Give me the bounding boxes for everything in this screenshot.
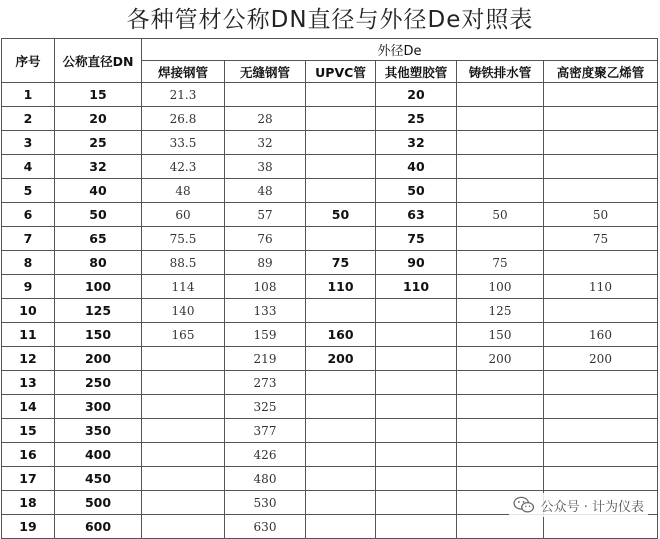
cell-welded-steel: 33.5 (142, 131, 225, 155)
cell-other-plastic (376, 395, 457, 419)
cell-other-plastic: 50 (376, 179, 457, 203)
cell-other-plastic: 75 (376, 227, 457, 251)
cell-dn: 80 (55, 251, 142, 275)
cell-other-plastic: 20 (376, 83, 457, 107)
cell-upvc (306, 443, 376, 467)
table-row (2, 131, 658, 155)
cell-upvc (306, 131, 376, 155)
cell-upvc: 160 (306, 323, 376, 347)
cell-seamless-steel: 28 (225, 107, 306, 131)
cell-hdpe (544, 395, 658, 419)
cell-cast-iron (457, 467, 544, 491)
cell-cast-iron (457, 395, 544, 419)
cell-dn: 300 (55, 395, 142, 419)
cell-seamless-steel: 76 (225, 227, 306, 251)
table-row (2, 299, 658, 323)
cell-cast-iron (457, 443, 544, 467)
table-row (2, 395, 658, 419)
cell-seq: 18 (2, 491, 55, 515)
cell-upvc (306, 419, 376, 443)
cell-other-plastic (376, 347, 457, 371)
cell-seq: 3 (2, 131, 55, 155)
cell-other-plastic (376, 323, 457, 347)
cell-welded-steel: 42.3 (142, 155, 225, 179)
cell-dn: 40 (55, 179, 142, 203)
header-cast-iron: 铸铁排水管 (457, 61, 544, 83)
cell-cast-iron: 100 (457, 275, 544, 299)
cell-cast-iron: 75 (457, 251, 544, 275)
cell-upvc: 200 (306, 347, 376, 371)
cell-seamless-steel: 48 (225, 179, 306, 203)
table-row (2, 275, 658, 299)
cell-dn: 100 (55, 275, 142, 299)
cell-seq: 13 (2, 371, 55, 395)
cell-other-plastic: 40 (376, 155, 457, 179)
cell-hdpe: 200 (544, 347, 658, 371)
cell-seamless-steel: 89 (225, 251, 306, 275)
cell-hdpe (544, 107, 658, 131)
cell-upvc (306, 491, 376, 515)
cell-hdpe (544, 467, 658, 491)
table-row (2, 203, 658, 227)
cell-dn: 350 (55, 419, 142, 443)
cell-cast-iron (457, 107, 544, 131)
header-other-plastic: 其他塑胶管 (376, 61, 457, 83)
cell-other-plastic: 25 (376, 107, 457, 131)
cell-other-plastic: 32 (376, 131, 457, 155)
cell-seamless-steel: 530 (225, 491, 306, 515)
cell-dn: 125 (55, 299, 142, 323)
cell-welded-steel: 114 (142, 275, 225, 299)
cell-dn: 500 (55, 491, 142, 515)
cell-welded-steel: 60 (142, 203, 225, 227)
wechat-icon (513, 496, 535, 514)
cell-hdpe: 110 (544, 275, 658, 299)
pipe-size-table (1, 38, 658, 539)
cell-seq: 8 (2, 251, 55, 275)
cell-other-plastic (376, 491, 457, 515)
cell-dn: 15 (55, 83, 142, 107)
watermark-text: 公众号 · 计为仪表 (540, 499, 644, 515)
table-row (2, 323, 658, 347)
cell-upvc: 110 (306, 275, 376, 299)
cell-seamless-steel: 219 (225, 347, 306, 371)
table-row (2, 227, 658, 251)
header-welded-steel: 焊接钢管 (142, 61, 225, 83)
cell-dn: 25 (55, 131, 142, 155)
cell-seamless-steel: 32 (225, 131, 306, 155)
cell-welded-steel: 21.3 (142, 83, 225, 107)
cell-seamless-steel: 159 (225, 323, 306, 347)
cell-cast-iron (457, 179, 544, 203)
table-row (2, 419, 658, 443)
cell-hdpe (544, 155, 658, 179)
header-hdpe: 高密度聚乙烯管 (544, 61, 658, 83)
cell-seq: 9 (2, 275, 55, 299)
cell-seamless-steel: 325 (225, 395, 306, 419)
cell-cast-iron (457, 131, 544, 155)
cell-welded-steel: 75.5 (142, 227, 225, 251)
cell-dn: 20 (55, 107, 142, 131)
header-upvc: UPVC管 (306, 61, 376, 83)
cell-seamless-steel: 630 (225, 515, 306, 539)
cell-hdpe (544, 443, 658, 467)
cell-seq: 14 (2, 395, 55, 419)
cell-upvc: 75 (306, 251, 376, 275)
header-seq: 序号 (2, 39, 55, 83)
header-dn: 公称直径DN (55, 39, 142, 83)
cell-seq: 7 (2, 227, 55, 251)
cell-upvc (306, 83, 376, 107)
cell-dn: 50 (55, 203, 142, 227)
cell-upvc (306, 467, 376, 491)
cell-welded-steel: 88.5 (142, 251, 225, 275)
table-row (2, 155, 658, 179)
cell-upvc (306, 107, 376, 131)
cell-seamless-steel: 480 (225, 467, 306, 491)
cell-cast-iron (457, 371, 544, 395)
cell-cast-iron (457, 155, 544, 179)
cell-hdpe: 160 (544, 323, 658, 347)
cell-seamless-steel: 133 (225, 299, 306, 323)
cell-hdpe (544, 251, 658, 275)
watermark (509, 493, 648, 517)
header-seamless-steel: 无缝钢管 (225, 61, 306, 83)
cell-upvc: 50 (306, 203, 376, 227)
table-row (2, 443, 658, 467)
cell-welded-steel (142, 419, 225, 443)
table-row (2, 467, 658, 491)
cell-seamless-steel: 426 (225, 443, 306, 467)
cell-welded-steel (142, 443, 225, 467)
cell-dn: 200 (55, 347, 142, 371)
cell-upvc (306, 299, 376, 323)
table-row (2, 179, 658, 203)
cell-dn: 400 (55, 443, 142, 467)
cell-other-plastic: 110 (376, 275, 457, 299)
cell-seamless-steel: 108 (225, 275, 306, 299)
cell-hdpe (544, 179, 658, 203)
cell-welded-steel: 26.8 (142, 107, 225, 131)
cell-upvc (306, 395, 376, 419)
cell-seq: 12 (2, 347, 55, 371)
cell-hdpe (544, 131, 658, 155)
cell-upvc (306, 371, 376, 395)
cell-cast-iron: 150 (457, 323, 544, 347)
cell-seamless-steel: 57 (225, 203, 306, 227)
cell-welded-steel (142, 395, 225, 419)
cell-hdpe (544, 419, 658, 443)
cell-other-plastic: 90 (376, 251, 457, 275)
table-row (2, 347, 658, 371)
cell-cast-iron (457, 419, 544, 443)
cell-welded-steel (142, 491, 225, 515)
cell-hdpe (544, 371, 658, 395)
cell-seq: 19 (2, 515, 55, 539)
cell-welded-steel (142, 467, 225, 491)
cell-hdpe (544, 299, 658, 323)
cell-seamless-steel: 273 (225, 371, 306, 395)
cell-seq: 2 (2, 107, 55, 131)
cell-cast-iron (457, 227, 544, 251)
cell-seq: 10 (2, 299, 55, 323)
cell-seq: 15 (2, 419, 55, 443)
cell-seq: 5 (2, 179, 55, 203)
table-row (2, 107, 658, 131)
cell-welded-steel: 48 (142, 179, 225, 203)
cell-welded-steel (142, 371, 225, 395)
cell-dn: 250 (55, 371, 142, 395)
cell-seq: 17 (2, 467, 55, 491)
cell-seq: 4 (2, 155, 55, 179)
cell-welded-steel (142, 347, 225, 371)
cell-seq: 1 (2, 83, 55, 107)
cell-hdpe: 75 (544, 227, 658, 251)
cell-cast-iron: 200 (457, 347, 544, 371)
cell-dn: 450 (55, 467, 142, 491)
cell-upvc (306, 227, 376, 251)
cell-other-plastic (376, 419, 457, 443)
cell-dn: 600 (55, 515, 142, 539)
cell-seq: 11 (2, 323, 55, 347)
cell-dn: 150 (55, 323, 142, 347)
cell-upvc (306, 179, 376, 203)
cell-dn: 65 (55, 227, 142, 251)
cell-cast-iron (457, 83, 544, 107)
cell-welded-steel: 165 (142, 323, 225, 347)
cell-other-plastic (376, 467, 457, 491)
cell-other-plastic (376, 443, 457, 467)
cell-seamless-steel (225, 83, 306, 107)
cell-cast-iron: 50 (457, 203, 544, 227)
cell-seq: 6 (2, 203, 55, 227)
cell-welded-steel: 140 (142, 299, 225, 323)
cell-seamless-steel: 377 (225, 419, 306, 443)
cell-upvc (306, 155, 376, 179)
cell-hdpe: 50 (544, 203, 658, 227)
cell-other-plastic (376, 299, 457, 323)
cell-other-plastic: 63 (376, 203, 457, 227)
table-row (2, 251, 658, 275)
page-title: 各种管材公称DN直径与外径De对照表 (126, 7, 534, 33)
cell-seamless-steel: 38 (225, 155, 306, 179)
header-outer-diameter: 外径De (142, 39, 658, 61)
cell-cast-iron: 125 (457, 299, 544, 323)
table-row (2, 83, 658, 107)
cell-dn: 32 (55, 155, 142, 179)
table-row (2, 371, 658, 395)
cell-hdpe (544, 83, 658, 107)
cell-seq: 16 (2, 443, 55, 467)
cell-other-plastic (376, 371, 457, 395)
